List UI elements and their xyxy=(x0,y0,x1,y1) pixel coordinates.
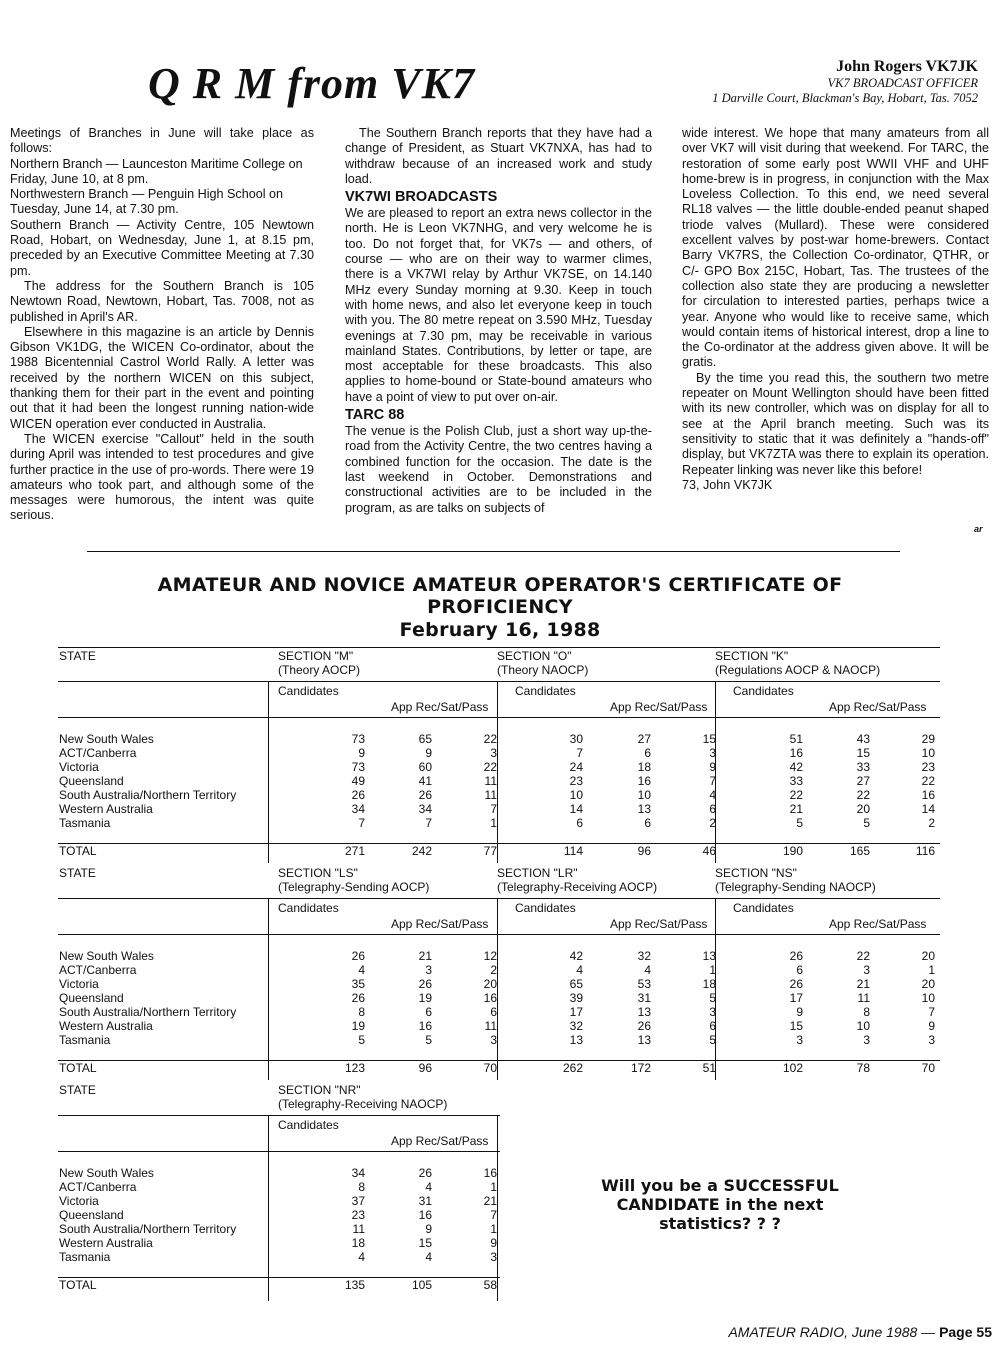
table-cell-value: 7 xyxy=(928,1005,935,1019)
total-value: 96 xyxy=(418,1061,432,1075)
footer-page: Page 55 xyxy=(939,1324,992,1340)
table-cell-value: 3 xyxy=(490,746,497,760)
table-cell-value: 6 xyxy=(425,1005,432,1019)
state-name: Western Australia xyxy=(59,1236,153,1250)
total-value: 271 xyxy=(344,844,365,858)
table-cell-value: 3 xyxy=(709,1005,716,1019)
total-value: 46 xyxy=(702,844,716,858)
table-cell-value: 22 xyxy=(789,788,803,802)
table-cell-value: 5 xyxy=(709,1033,716,1047)
table-cell-value: 16 xyxy=(789,746,803,760)
state-name: Queensland xyxy=(59,774,124,788)
table-cell-value: 17 xyxy=(789,991,803,1005)
section-name: SECTION "LS" xyxy=(278,866,358,880)
table-column-rule xyxy=(497,681,498,863)
section-subtitle: (Telegraphy-Receiving NAOCP) xyxy=(278,1097,448,1111)
candidates-header: Candidates xyxy=(278,901,339,915)
table-cell-value: 7 xyxy=(490,802,497,816)
table-rule xyxy=(58,717,940,718)
section-name: SECTION "NR" xyxy=(278,1083,361,1097)
section-name: SECTION "NS" xyxy=(715,866,797,880)
total-value: 190 xyxy=(782,844,803,858)
table-cell-value: 31 xyxy=(418,1194,432,1208)
table-cell-value: 13 xyxy=(702,949,716,963)
table-cell-value: 41 xyxy=(418,774,432,788)
table-cell-value: 5 xyxy=(709,991,716,1005)
state-name: South Australia/Northern Territory xyxy=(59,1222,237,1236)
table-cell-value: 29 xyxy=(921,732,935,746)
table-cell-value: 26 xyxy=(351,788,365,802)
section-heading: VK7WI BROADCASTS xyxy=(345,189,498,206)
table-cell-value: 6 xyxy=(576,816,583,830)
table-column-rule xyxy=(497,898,498,1080)
table-cell-value: 51 xyxy=(789,732,803,746)
table-cell-value: 27 xyxy=(856,774,870,788)
table-cell-value: 11 xyxy=(352,1222,365,1236)
table-rule xyxy=(58,647,940,648)
table-cell-value: 4 xyxy=(425,1180,432,1194)
candidates-header: Candidates xyxy=(278,684,339,698)
table-rule xyxy=(58,843,940,844)
table-cell-value: 11 xyxy=(484,774,497,788)
total-label: TOTAL xyxy=(59,844,97,858)
table-cell-value: 34 xyxy=(351,1166,365,1180)
total-value: 262 xyxy=(562,1061,583,1075)
table-cell-value: 26 xyxy=(418,788,432,802)
signature: 73, John VK7JK xyxy=(682,477,773,492)
table-cell-value: 65 xyxy=(418,732,432,746)
state-name: New South Wales xyxy=(59,1166,154,1180)
table-cell-value: 31 xyxy=(637,991,651,1005)
state-name: Western Australia xyxy=(59,802,153,816)
section-subtitle: (Regulations AOCP & NAOCP) xyxy=(715,663,881,677)
table-cell-value: 6 xyxy=(796,963,803,977)
candidates-header: Candidates xyxy=(515,901,576,915)
app-rec-sat-pass-header: App Rec/Sat/Pass xyxy=(829,700,927,714)
table-cell-value: 11 xyxy=(484,788,497,802)
paragraph: Northern Branch — Launceston Maritime College on Friday, June 10, at 8 pm. xyxy=(10,156,303,186)
cert-title-line2: PROFICIENCY xyxy=(427,596,573,618)
table-cell-value: 1 xyxy=(490,816,497,830)
table-cell-value: 26 xyxy=(418,1166,432,1180)
article-title: Q R M from VK7 xyxy=(148,59,475,108)
section-name: SECTION "K" xyxy=(715,649,789,663)
table-cell-value: 21 xyxy=(483,1194,497,1208)
table-cell-value: 3 xyxy=(863,963,870,977)
candidates-header: Candidates xyxy=(733,901,794,915)
table-cell-value: 27 xyxy=(637,732,651,746)
table-cell-value: 34 xyxy=(418,802,432,816)
table-cell-value: 49 xyxy=(351,774,365,788)
table-cell-value: 13 xyxy=(637,1033,651,1047)
table-cell-value: 22 xyxy=(856,788,870,802)
table-cell-value: 6 xyxy=(709,1019,716,1033)
section-subtitle: (Telegraphy-Sending NAOCP) xyxy=(715,880,876,894)
table-cell-value: 21 xyxy=(856,977,870,991)
table-cell-value: 22 xyxy=(921,774,935,788)
table-cell-value: 4 xyxy=(644,963,651,977)
table-cell-value: 11 xyxy=(857,991,870,1005)
state-name: ACT/Canberra xyxy=(59,746,137,760)
total-value: 58 xyxy=(483,1278,497,1292)
table-cell-value: 20 xyxy=(856,802,870,816)
table-cell-value: 7 xyxy=(576,746,583,760)
table-cell-value: 15 xyxy=(702,732,716,746)
table-cell-value: 16 xyxy=(921,788,935,802)
paragraph: The address for the Southern Branch is 105 Newtown Road, Newtown, Hobart, Tas. 7008, not as published in April's AR. xyxy=(10,278,314,324)
table-cell-value: 9 xyxy=(358,746,365,760)
table-cell-value: 33 xyxy=(856,760,870,774)
table-cell-value: 14 xyxy=(921,802,935,816)
table-cell-value: 23 xyxy=(351,1208,365,1222)
table-cell-value: 13 xyxy=(637,1005,651,1019)
table-cell-value: 15 xyxy=(789,1019,803,1033)
table-cell-value: 22 xyxy=(483,732,497,746)
table-cell-value: 4 xyxy=(709,788,716,802)
table-cell-value: 10 xyxy=(921,991,935,1005)
table-cell-value: 53 xyxy=(637,977,651,991)
table-cell-value: 26 xyxy=(351,949,365,963)
promo-line: statistics? ? ? xyxy=(659,1214,781,1233)
table-cell-value: 39 xyxy=(569,991,583,1005)
section-name: SECTION "M" xyxy=(278,649,354,663)
table-cell-value: 32 xyxy=(569,1019,583,1033)
table-cell-value: 9 xyxy=(425,746,432,760)
table-cell-value: 15 xyxy=(418,1236,432,1250)
table-cell-value: 2 xyxy=(490,963,497,977)
section-subtitle: (Telegraphy-Sending AOCP) xyxy=(278,880,430,894)
total-label: TOTAL xyxy=(59,1278,97,1292)
table-cell-value: 16 xyxy=(637,774,651,788)
table-rule xyxy=(58,1151,500,1152)
table-cell-value: 4 xyxy=(425,1250,432,1264)
table-cell-value: 8 xyxy=(358,1005,365,1019)
table-cell-value: 5 xyxy=(796,816,803,830)
state-name: ACT/Canberra xyxy=(59,963,137,977)
state-name: Victoria xyxy=(59,1194,99,1208)
table-cell-value: 73 xyxy=(351,732,365,746)
table-cell-value: 7 xyxy=(709,774,716,788)
paragraph: The WICEN exercise "Callout" held in the south during April was intended to test procedures and give further practice in the use of pro-words. There were 19 amateurs who took part, and although some of the messages were humorous, the intent was quite serious. xyxy=(10,431,314,523)
article-column-1 xyxy=(10,126,314,524)
state-name: Tasmania xyxy=(59,1033,111,1047)
candidates-header: Candidates xyxy=(733,684,794,698)
table-cell-value: 23 xyxy=(921,760,935,774)
state-header: STATE xyxy=(59,866,96,880)
table-cell-value: 26 xyxy=(351,991,365,1005)
app-rec-sat-pass-header: App Rec/Sat/Pass xyxy=(391,917,489,931)
total-value: 123 xyxy=(344,1061,365,1075)
total-value: 116 xyxy=(915,844,935,858)
table-cell-value: 21 xyxy=(789,802,803,816)
table-cell-value: 16 xyxy=(418,1208,432,1222)
table-cell-value: 43 xyxy=(856,732,870,746)
total-value: 242 xyxy=(411,844,432,858)
table-cell-value: 13 xyxy=(569,1033,583,1047)
app-rec-sat-pass-header: App Rec/Sat/Pass xyxy=(610,700,708,714)
table-cell-value: 73 xyxy=(351,760,365,774)
table-cell-value: 20 xyxy=(921,977,935,991)
app-rec-sat-pass-header: App Rec/Sat/Pass xyxy=(829,917,927,931)
paragraph: Northwestern Branch — Penguin High School on Tuesday, June 14, at 7.30 pm. xyxy=(10,187,284,217)
total-value: 78 xyxy=(856,1061,870,1075)
table-rule xyxy=(58,1277,500,1278)
table-rule xyxy=(58,681,940,682)
table-rule xyxy=(58,934,940,935)
table-cell-value: 42 xyxy=(569,949,583,963)
table-cell-value: 7 xyxy=(490,1208,497,1222)
section-name: SECTION "O" xyxy=(497,649,572,663)
table-cell-value: 23 xyxy=(569,774,583,788)
paragraph: wide interest. We hope that many amateurs from all over VK7 will visit during that weekend. For TARC, the restoration of some early post WWII VHF and UHF home-brew is in progress, in conjunction with the Max Loveless Collection. To this end, we need several RL18 valves — the little double-ended peanut shaped triode valves (Mullard). These were considered excellent valves by post-war home-brewers. Contact Barry VK7RS, the Collection Co-ordinator, QTHR, or C/- GPO Box 215C, Hobart, Tas. The trustees of the collection also state they are producing a newsletter for circulation to interested parties, perhaps twice a year. Anyone who would like to receive same, which would contain items of historical interest, drop a line to the Co-ordinator at the address given above. It will be gratis. xyxy=(682,126,989,370)
table-cell-value: 17 xyxy=(569,1005,583,1019)
author-role: VK7 BROADCAST OFFICER xyxy=(827,76,978,90)
section-subtitle: (Theory NAOCP) xyxy=(497,663,589,677)
paragraph: Southern Branch — Activity Centre, 105 Newtown Road, Hobart, on Wednesday, June 1, at 8.15 pm, preceded by an Executive Committee Meeting at 7.30 pm. xyxy=(10,217,314,278)
state-name: Queensland xyxy=(59,991,124,1005)
total-value: 96 xyxy=(637,844,651,858)
total-value: 165 xyxy=(849,844,870,858)
total-value: 105 xyxy=(411,1278,432,1292)
section-divider xyxy=(87,551,900,552)
article-column-3 xyxy=(682,126,989,493)
table-cell-value: 3 xyxy=(928,1033,935,1047)
table-cell-value: 26 xyxy=(418,977,432,991)
table-cell-value: 3 xyxy=(863,1033,870,1047)
article-column-2 xyxy=(345,126,652,516)
app-rec-sat-pass-header: App Rec/Sat/Pass xyxy=(391,1134,489,1148)
paragraph: The venue is the Polish Club, just a short way up-the-road from the Activity Centre, the two centres having a combined function for the occasion. The date is the last weekend in October. Demonstrations and constructional activities are to be included in the program, as are talks on subjects of xyxy=(345,424,652,515)
table-cell-value: 4 xyxy=(576,963,583,977)
table-cell-value: 18 xyxy=(351,1236,365,1250)
table-cell-value: 8 xyxy=(358,1180,365,1194)
total-label: TOTAL xyxy=(59,1061,97,1075)
table-cell-value: 3 xyxy=(709,746,716,760)
table-cell-value: 22 xyxy=(483,760,497,774)
table-cell-value: 33 xyxy=(789,774,803,788)
total-value: 172 xyxy=(630,1061,651,1075)
state-name: Victoria xyxy=(59,977,99,991)
table-column-rule xyxy=(268,898,269,1080)
table-cell-value: 15 xyxy=(856,746,870,760)
table-cell-value: 1 xyxy=(928,963,935,977)
paragraph: We are pleased to report an extra news collector in the north. He is Leon VK7NHG, and very welcome he is too. Do not forget that, for VK7s — and others, of course — who are on their way to warmer climes, there is a VK7WI relay by Arthur VK7SE, on 14.140 MHz every Sunday morning at 9.30. Keep in touch with home news, and also let everyone keep in touch with you. The 80 metre repeat on 3.590 MHz, Tuesday evenings at 7.30 pm, may be receivable in various mainland States. Contributions, by letter or tape, are most acceptable for these broadcasts. This also applies to home-bound or State-bound amateurs who have a point of view to put over on-air. xyxy=(345,206,652,404)
table-cell-value: 30 xyxy=(569,732,583,746)
table-cell-value: 9 xyxy=(928,1019,935,1033)
table-cell-value: 1 xyxy=(490,1180,497,1194)
table-cell-value: 19 xyxy=(418,991,432,1005)
state-name: South Australia/Northern Territory xyxy=(59,788,237,802)
table-cell-value: 60 xyxy=(418,760,432,774)
table-cell-value: 9 xyxy=(709,760,716,774)
table-cell-value: 35 xyxy=(351,977,365,991)
table-cell-value: 19 xyxy=(351,1019,365,1033)
table-column-rule xyxy=(497,1115,498,1301)
footer-magazine: AMATEUR RADIO, xyxy=(728,1324,848,1340)
table-cell-value: 26 xyxy=(637,1019,651,1033)
table-rule xyxy=(58,898,940,899)
table-cell-value: 2 xyxy=(928,816,935,830)
cert-title-line1: AMATEUR AND NOVICE AMATEUR OPERATOR'S CERTIFICATE OF xyxy=(157,574,843,596)
author-address: 1 Darville Court, Blackman's Bay, Hobart, Tas. 7052 xyxy=(712,91,978,105)
page-footer xyxy=(728,1324,992,1340)
end-mark: ar xyxy=(974,524,983,534)
table-cell-value: 65 xyxy=(569,977,583,991)
total-value: 51 xyxy=(702,1061,716,1075)
section-subtitle: (Telegraphy-Receiving AOCP) xyxy=(497,880,658,894)
table-cell-value: 3 xyxy=(796,1033,803,1047)
table-cell-value: 24 xyxy=(569,760,583,774)
table-cell-value: 21 xyxy=(418,949,432,963)
table-cell-value: 18 xyxy=(637,760,651,774)
table-cell-value: 7 xyxy=(358,816,365,830)
app-rec-sat-pass-header: App Rec/Sat/Pass xyxy=(610,917,708,931)
table-cell-value: 3 xyxy=(490,1033,497,1047)
table-cell-value: 9 xyxy=(425,1222,432,1236)
table-cell-value: 26 xyxy=(789,977,803,991)
table-cell-value: 10 xyxy=(856,1019,870,1033)
paragraph: The Southern Branch reports that they have had a change of President, as Stuart VK7NXA, has had to withdraw because of an increased work and study load. xyxy=(345,126,652,186)
app-rec-sat-pass-header: App Rec/Sat/Pass xyxy=(391,700,489,714)
section-name: SECTION "LR" xyxy=(497,866,578,880)
table-cell-value: 6 xyxy=(709,802,716,816)
table-cell-value: 26 xyxy=(789,949,803,963)
promo-line: Will you be a SUCCESSFUL xyxy=(601,1176,839,1195)
table-cell-value: 22 xyxy=(856,949,870,963)
table-cell-value: 12 xyxy=(483,949,497,963)
table-cell-value: 16 xyxy=(418,1019,432,1033)
table-cell-value: 5 xyxy=(425,1033,432,1047)
table-cell-value: 1 xyxy=(709,963,716,977)
cert-date: February 16, 1988 xyxy=(399,619,601,641)
table-cell-value: 10 xyxy=(569,788,583,802)
table-cell-value: 37 xyxy=(351,1194,365,1208)
table-cell-value: 6 xyxy=(644,816,651,830)
paragraph: Meetings of Branches in June will take place as follows: xyxy=(10,126,314,156)
table-cell-value: 20 xyxy=(921,949,935,963)
table-cell-value: 3 xyxy=(490,1250,497,1264)
state-header: STATE xyxy=(59,649,96,663)
table-cell-value: 9 xyxy=(490,1236,497,1250)
table-cell-value: 16 xyxy=(483,1166,497,1180)
table-cell-value: 20 xyxy=(483,977,497,991)
table-cell-value: 8 xyxy=(863,1005,870,1019)
table-cell-value: 3 xyxy=(425,963,432,977)
table-cell-value: 11 xyxy=(484,1019,497,1033)
table-column-rule xyxy=(268,681,269,863)
state-name: New South Wales xyxy=(59,949,154,963)
state-name: New South Wales xyxy=(59,732,154,746)
paragraph: By the time you read this, the southern two metre repeater on Mount Wellington should have been fitted with its new controller, which was on display for all to see at the April branch meeting. Such was its sensitivity to static that it was definitely a "hands-off" display, but VK7ZTA was there to explain its operation. Repeater linking was never like this before! xyxy=(682,370,989,477)
table-cell-value: 34 xyxy=(351,802,365,816)
section-heading: TARC 88 xyxy=(345,407,405,424)
table-column-rule xyxy=(268,1115,269,1301)
total-value: 114 xyxy=(563,844,583,858)
candidates-header: Candidates xyxy=(278,1118,339,1132)
table-cell-value: 18 xyxy=(702,977,716,991)
table-cell-value: 13 xyxy=(637,802,651,816)
state-name: Tasmania xyxy=(59,1250,111,1264)
table-cell-value: 7 xyxy=(425,816,432,830)
state-name: Victoria xyxy=(59,760,99,774)
promo-text xyxy=(570,1176,870,1233)
table-cell-value: 4 xyxy=(358,963,365,977)
table-cell-value: 6 xyxy=(644,746,651,760)
state-name: Queensland xyxy=(59,1208,124,1222)
state-header: STATE xyxy=(59,1083,96,1097)
table-cell-value: 5 xyxy=(863,816,870,830)
total-value: 77 xyxy=(483,844,497,858)
table-cell-value: 14 xyxy=(569,802,583,816)
state-name: ACT/Canberra xyxy=(59,1180,137,1194)
promo-line: CANDIDATE in the next xyxy=(616,1195,824,1214)
table-cell-value: 16 xyxy=(483,991,497,1005)
table-cell-value: 10 xyxy=(921,746,935,760)
table-cell-value: 32 xyxy=(637,949,651,963)
state-name: South Australia/Northern Territory xyxy=(59,1005,237,1019)
table-cell-value: 5 xyxy=(358,1033,365,1047)
table-cell-value: 9 xyxy=(796,1005,803,1019)
total-value: 102 xyxy=(782,1061,803,1075)
table-rule xyxy=(58,1060,940,1061)
section-subtitle: (Theory AOCP) xyxy=(278,663,361,677)
state-name: Tasmania xyxy=(59,816,111,830)
table-cell-value: 10 xyxy=(637,788,651,802)
author-block xyxy=(712,58,978,106)
candidates-header: Candidates xyxy=(515,684,576,698)
author-name: John Rogers VK7JK xyxy=(836,58,978,75)
footer-issue: June 1988 — xyxy=(851,1324,936,1340)
total-value: 135 xyxy=(344,1278,365,1292)
total-value: 70 xyxy=(921,1061,935,1075)
table-rule xyxy=(58,1115,500,1116)
paragraph: Elsewhere in this magazine is an article by Dennis Gibson VK1DG, the WICEN Co-ordinator, about the 1988 Bicentennial Castrol World Rally. A letter was received by the northern WICEN on this subject, thanking them for their part in the event and pointing out that it had been the longest running nation-wide WICEN operation ever conducted in Australia. xyxy=(10,324,314,431)
table-cell-value: 6 xyxy=(490,1005,497,1019)
table-cell-value: 2 xyxy=(709,816,716,830)
table-cell-value: 4 xyxy=(358,1250,365,1264)
table-cell-value: 1 xyxy=(490,1222,497,1236)
state-name: Western Australia xyxy=(59,1019,153,1033)
table-cell-value: 42 xyxy=(789,760,803,774)
total-value: 70 xyxy=(483,1061,497,1075)
